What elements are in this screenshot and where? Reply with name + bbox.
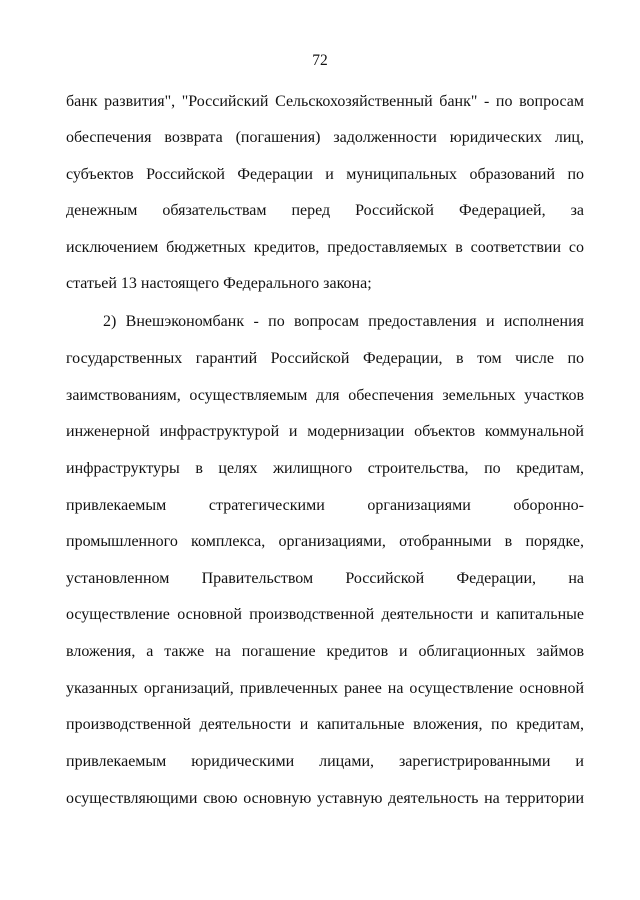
page-number: 72 [312, 52, 328, 69]
text-line: производственной деятельности и капитальные вложения, по кредитам, [66, 716, 584, 733]
paragraph-first-line: 2) Внешэкономбанк - по вопросам предоставления и исполнения [103, 313, 584, 330]
text-line: вложения, а также на погашение кредитов и облигационных займов [66, 643, 584, 660]
text-line: установленном Правительством Российской Федерации, на [66, 570, 584, 587]
text-line: статьей 13 настоящего Федерального закона; [66, 275, 372, 292]
text-line: заимствованиям, осуществляемым для обеспечения земельных участков [66, 387, 584, 404]
text-line: промышленного комплекса, организациями, отобранными в порядке, [66, 533, 584, 550]
text-line: осуществляющими свою основную уставную деятельность на территории [66, 790, 584, 807]
text-line: исключением бюджетных кредитов, предоставляемых в соответствии со [66, 239, 584, 256]
text-line: инженерной инфраструктурой и модернизации объектов коммунальной [66, 423, 584, 440]
text-line: указанных организаций, привлеченных ранее на осуществление основной [66, 680, 584, 697]
text-line: субъектов Российской Федерации и муниципальных образований по [66, 166, 584, 183]
text-line: привлекаемым юридическими лицами, зарегистрированными и [66, 753, 584, 770]
text-line: денежным обязательствам перед Российской Федерацией, за [66, 202, 584, 219]
text-line: привлекаемым стратегическими организациями оборонно- [66, 497, 584, 514]
text-line: банк развития", "Российский Сельскохозяйственный банк" - по вопросам [66, 93, 584, 110]
text-line: инфраструктуры в целях жилищного строительства, по кредитам, [66, 460, 584, 477]
text-line: осуществление основной производственной деятельности и капитальные [66, 606, 584, 623]
text-line: обеспечения возврата (погашения) задолженности юридических лиц, [66, 129, 584, 146]
text-line: государственных гарантий Российской Федерации, в том числе по [66, 350, 584, 367]
